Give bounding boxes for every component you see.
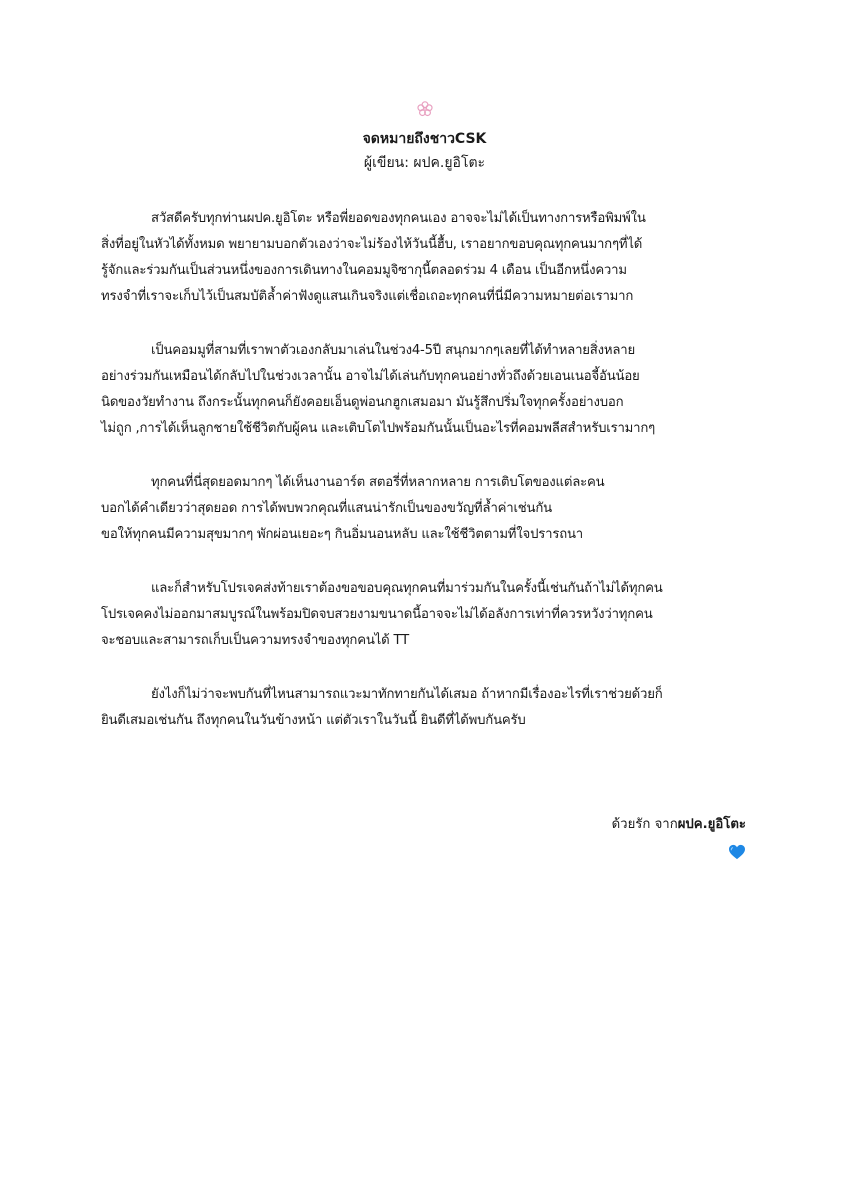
letter-title: จดหมายถึงชาวCSK — [362, 131, 487, 147]
flower-icon — [416, 100, 434, 118]
paragraph-4 — [101, 576, 761, 654]
signoff-line — [612, 812, 746, 838]
paragraph-5 — [101, 682, 761, 734]
paragraph-line: โปรเจคคงไม่ออกมาสมบูรณ์ในพร้อมปิดจบสวยงามขนาดนี้อาจจะไม่ได้อลังการเท่าที่ควรหวังว่าทุกคน — [101, 607, 653, 622]
paragraph-line: นิดของวัยทำงาน ถึงกระนั้นทุกคนก็ยังคอยเอ็นดูพ่อนกฮูกเสมอมา มันรู้สึกปริ่มใจทุกครั้งอย่างบอก — [101, 395, 624, 410]
letter-signoff — [612, 812, 746, 870]
paragraph-line: จะชอบและสามารถเก็บเป็นความทรงจำของทุกคนได้ TT — [101, 633, 409, 648]
paragraph-line: ยังไงก็ไม่ว่าจะพบกันที่ไหนสามารถแวะมาทักทายกันได้เสมอ ถ้าหากมีเรื่องอะไรที่เราช่วยด้วยก็ — [151, 687, 663, 702]
paragraph-line: เป็นคอมมูที่สามที่เราพาตัวเองกลับมาเล่นในช่วง4-5ปี สนุกมากๆเลยที่ได้ทำหลายสิ่งหลาย — [151, 343, 635, 358]
letter-author — [0, 152, 849, 174]
paragraph-line: และก็สำหรับโปรเจคส่งท้ายเราต้องขอขอบคุณทุกคนที่มาร่วมกันในครั้งนี้เช่นกันถ้าไม่ได้ทุกคน — [151, 581, 663, 596]
paragraph-2 — [101, 338, 761, 442]
paragraph-line: สวัสดีครับทุกท่านผปค.ยูอิโตะ หรือพี่ยอดของทุกคนเอง อาจจะไม่ได้เป็นทางการหรือพิมพ์ใน — [151, 211, 646, 226]
paragraph-line: รู้จักและร่วมกันเป็นส่วนหนึ่งของการเดินทางในคอมมูจิซากุนี้ตลอดร่วม 4 เดือน เป็นอีกหนึ่งความ — [101, 263, 627, 278]
paragraph-line: ยินดีเสมอเช่นกัน ถึงทุกคนในวันข้างหน้า แต่ตัวเราในวันนี้ ยินดีที่ได้พบกันครับ — [101, 713, 526, 728]
paragraph-line: สิ่งที่อยู่ในหัวได้ทั้งหมด พยายามบอกตัวเองว่าจะไม่ร้องไห้วันนี้ฮื้บ, เราอยากขอบคุณทุกคนมากๆที่ได้ — [101, 237, 643, 252]
paragraph-1 — [101, 206, 761, 310]
paragraph-line: ขอให้ทุกคนมีความสุขมากๆ พักผ่อนเยอะๆ กินอิ่มนอนหลับ และใช้ชีวิตตามที่ใจปรารถนา — [101, 527, 584, 542]
paragraph-3 — [101, 470, 761, 548]
signoff-prefix: ด้วยรัก จาก — [611, 817, 678, 832]
paragraph-line: ไม่ถูก ,การได้เห็นลูกชายใช้ชีวิตกับผู้คน และเติบโตไปพร้อมกันนั้นเป็นอะไรที่คอมพลีสสำหรับเรามากๆ — [101, 421, 656, 436]
author-label: ผู้เขียน: — [363, 155, 409, 171]
paragraph-line: บอกได้คำเดียวว่าสุดยอด การได้พบพวกคุณที่แสนน่ารักเป็นของขวัญที่ล้ำค่าเช่นกัน — [101, 501, 552, 516]
paragraph-line: ทรงจำที่เราจะเก็บไว้เป็นสมบัติล้ำค่าฟังดูแสนเกินจริงแต่เชื่อเถอะทุกคนที่นี่มีความหมายต่อเรามาก — [101, 289, 634, 304]
letter-body — [101, 206, 761, 762]
author-name: ผปค.ยูอิโตะ — [413, 155, 486, 171]
paragraph-line: อย่างร่วมกันเหมือนได้กลับไปในช่วงเวลานั้น อาจไม่ได้เล่นกับทุกคนอย่างทั่วถึงด้วยเอนเนอจี้อันน้อย — [101, 369, 640, 384]
paragraph-line: ทุกคนที่นี่สุดยอดมากๆ ได้เห็นงานอาร์ต สตอรี่ที่หลากหลาย การเติบโตของแต่ละคน — [151, 475, 605, 490]
signoff-name: ผปค.ยูอิโตะ — [677, 817, 746, 832]
blue-heart-icon — [728, 844, 746, 860]
letter-header — [0, 100, 849, 174]
